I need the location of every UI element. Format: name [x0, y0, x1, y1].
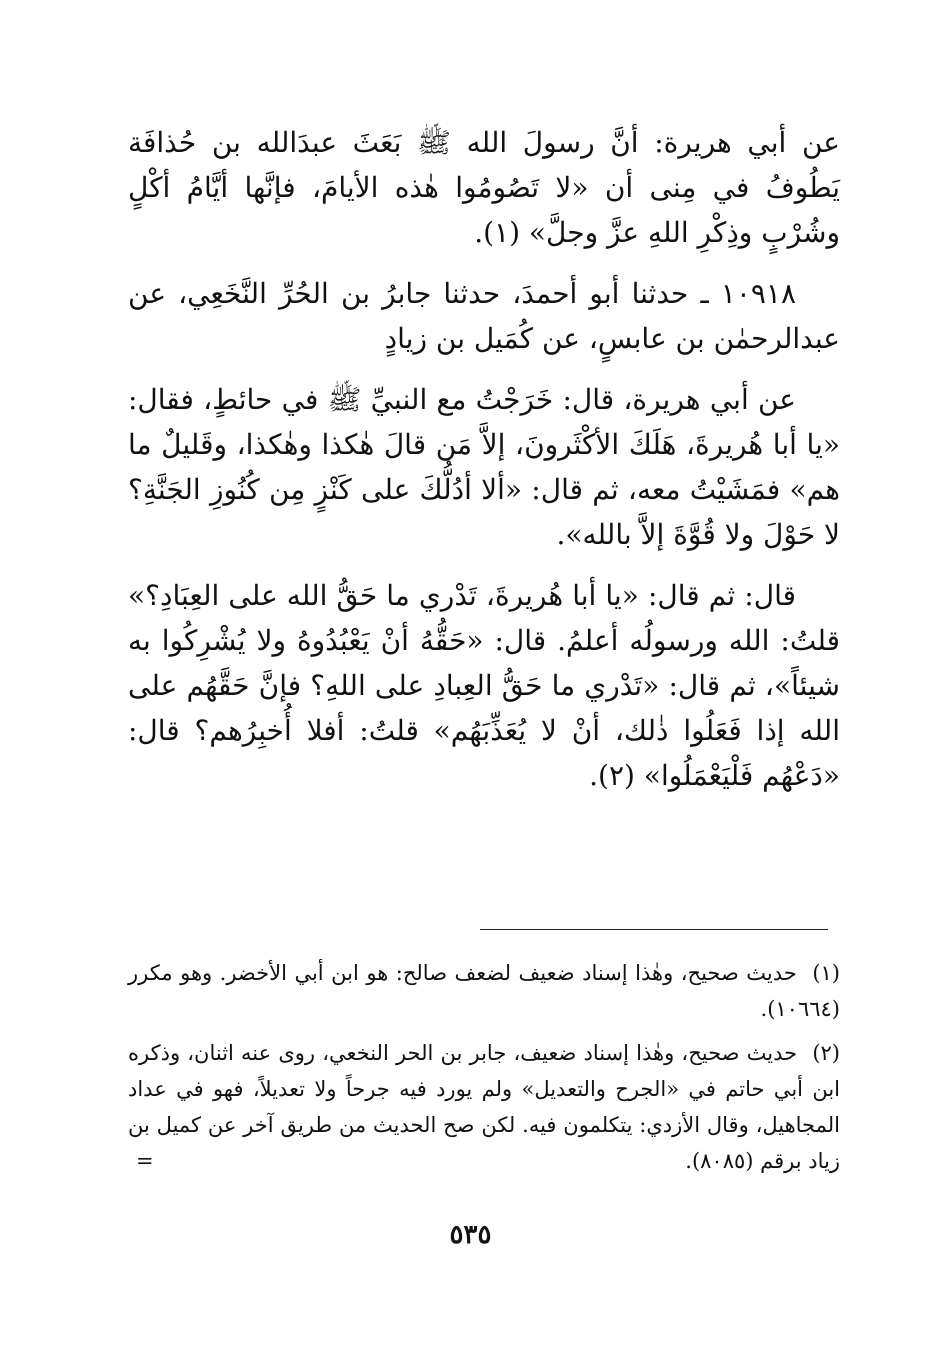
- footnote-text: حديث صحيح، وهٰذا إسناد ضعيف لضعف صالح: هو ابن أبي الأخضر. وهو مكرر (١٠٦٦٤).: [128, 961, 840, 1021]
- continuation-mark: =: [136, 1149, 154, 1173]
- isnad-paragraph: ١٠٩١٨ ـ حدثنا أبو أحمدَ، حدثنا جابرُ بن الحُرِّ النَّخَعِي، عن عبدالرحمٰن بن عابسٍ، عن كُمَيل بن زيادٍ: [128, 277, 840, 355]
- footnote-number: (٢): [812, 1041, 840, 1065]
- page-number: ٥٣٥: [449, 1220, 492, 1250]
- hadith-paragraph-1: عن أبي هريرة: أنَّ رسولَ الله ﷺ بَعَثَ عبدَالله بن حُذافَة يَطُوفُ في مِنى أن «لا تَصُومُوا هٰذه الأيامَ، فإنَّها أيَّامُ أكْلٍ وشُرْبٍ وذِكْرِ اللهِ عزَّ وجلَّ» (١).: [128, 126, 840, 249]
- footnote-2: [128, 1035, 840, 1179]
- footnote-separator: [480, 929, 828, 930]
- hadith-paragraph-2: عن أبي هريرة، قال: خَرَجْتُ مع النبيِّ ﷺ في حائطٍ، فقال: «يا أبا هُريرةَ، هَلَكَ الأكْثَرونَ، إلاَّ مَن قالَ هٰكذا وهٰكذا، وقَليلٌ ما هم» فمَشَيْتُ معه، ثم قال: «ألا أدُلُّكَ على كَنْزٍ مِن كُنُوزِ الجَنَّةِ؟ لا حَوْلَ ولا قُوَّةَ إلاَّ بالله».: [128, 383, 840, 551]
- footnote-1: [128, 955, 840, 1027]
- footnote-number: (١): [812, 961, 840, 985]
- footnotes: [128, 955, 840, 1187]
- main-text: [128, 120, 840, 814]
- hadith-paragraph-3: قال: ثم قال: «يا أبا هُريرةَ، تَدْري ما حَقُّ الله على العِبَادِ؟» قلتُ: الله ورسولُه أعلمُ. قال: «حَقُّهُ أنْ يَعْبُدُوهُ ولا يُشْرِكُوا به شيئاً»، ثم قال: «تَدْري ما حَقُّ العِبادِ على اللهِ؟ فإنَّ حَقَّهُم على الله إذا فَعَلُوا ذٰلك، أنْ لا يُعَذِّبَهُم» قلتُ: أفلا أُخبِرُهم؟ قال: «دَعْهُم فَلْيَعْمَلُوا» (٢).: [128, 579, 840, 792]
- footnote-text: حديث صحيح، وهٰذا إسناد ضعيف، جابر بن الحر النخعي، روى عنه اثنان، وذكره ابن أبي حاتم في «الجرح والتعديل» ولم يورد فيه جرحاً ولا تعديلاً، فهو في عداد المجاهيل، وقال الأزدي: يتكلمون فيه. لكن صح الحديث من طريق آخر عن كميل بن زياد برقم (٨٠٨٥).: [128, 1041, 840, 1173]
